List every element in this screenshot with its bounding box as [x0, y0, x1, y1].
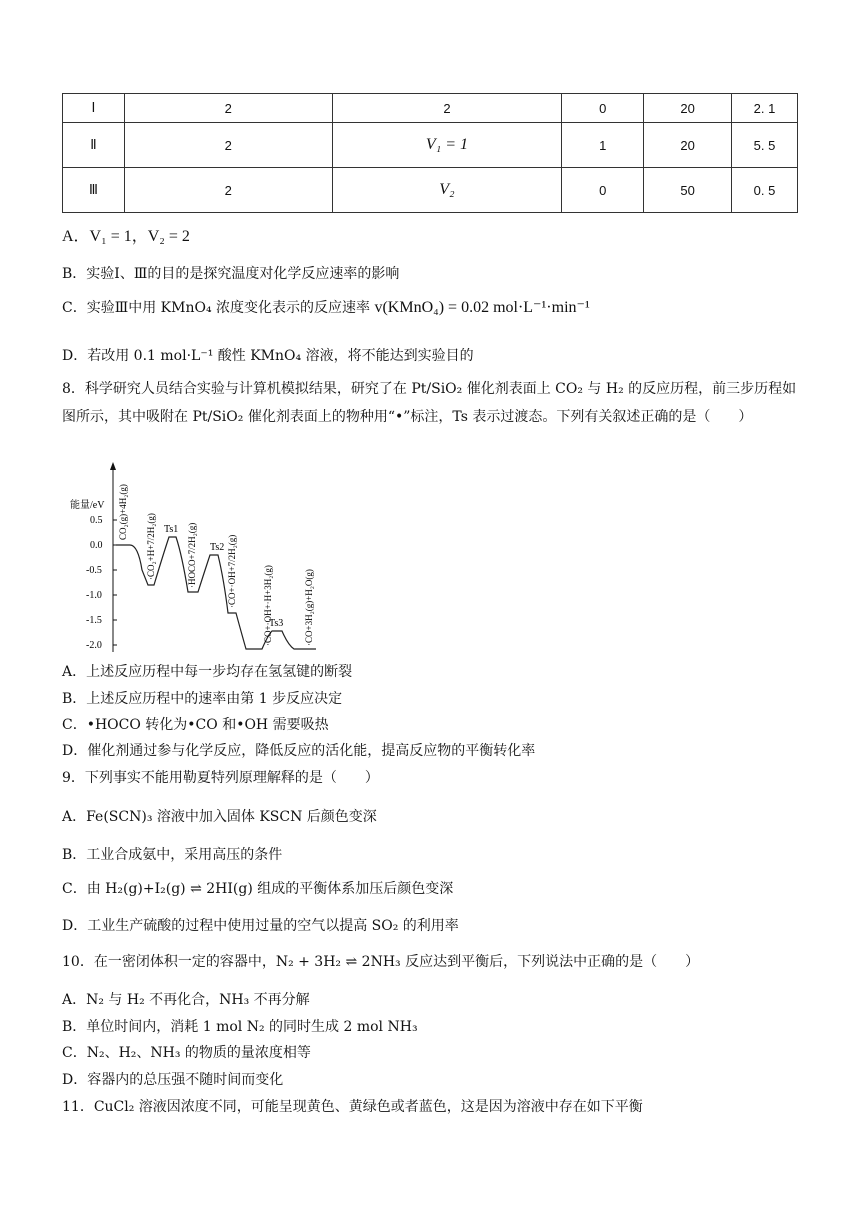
q7-option-d: D．若改用 0.1 mol·L⁻¹ 酸性 KMnO₄ 溶液，将不能达到实验目的	[62, 348, 474, 364]
q7-option-b: B．实验Ⅰ、Ⅲ的目的是探究温度对化学反应速率的影响	[62, 266, 400, 282]
q8-option-a: A．上述反应历程中每一步均存在氢氢键的断裂	[62, 664, 353, 680]
q7-option-c-text: C．实验Ⅲ中用 KMnO₄ 浓度变化表示的反应速率	[62, 300, 371, 316]
ts-label: Ts1	[164, 524, 179, 535]
y-ticks	[113, 520, 117, 645]
q9-option-b: B．工业合成氨中，采用高压的条件	[62, 847, 283, 863]
y-tick-label: -1.5	[86, 615, 102, 626]
species-label: ·CO+·OH+·H+3H₂(g)	[263, 565, 273, 646]
q9-option-a: A．Fe(SCN)₃ 溶液中加入固体 KSCN 后颜色变深	[62, 809, 377, 825]
table-cell: 2	[124, 123, 332, 168]
y-tick-label: -1.0	[86, 590, 102, 601]
experiment-table	[62, 93, 798, 213]
species-label: ·CO+3H₂(g)+H₂O(g)	[304, 569, 314, 646]
q8-option-c: C．•HOCO 转化为•CO 和•OH 需要吸热	[62, 717, 329, 733]
species-label: CO₂(g)+4H₂(g)	[118, 484, 128, 540]
ts-label: Ts3	[269, 618, 284, 629]
y-tick-label: -0.5	[86, 565, 102, 576]
table-cell: 0. 5	[732, 168, 798, 213]
table-cell: 2	[124, 168, 332, 213]
species-label: ·CO₂+H+7/2H₂(g)	[146, 513, 156, 580]
table-cell: V₁ = 1	[332, 123, 562, 168]
q10-option-c: C．N₂、H₂、NH₃ 的物质的量浓度相等	[62, 1045, 311, 1061]
species-label: ·CO+·OH+7/2H₂(g)	[227, 534, 237, 608]
y-tick-label: 0.5	[90, 515, 103, 526]
species-label: ·HOCO+7/2H₂(g)	[187, 522, 197, 588]
ts-label: Ts2	[210, 542, 225, 553]
q7-option-c-formula: v(KMnO₄) = 0.02 mol·L⁻¹·min⁻¹	[374, 299, 590, 316]
q7-option-a: A．V₁ = 1，V₂ = 2	[62, 228, 190, 245]
table-cell: 20	[644, 123, 732, 168]
y-axis-arrow	[110, 462, 116, 470]
q10-option-d: D．容器内的总压强不随时间而变化	[62, 1072, 284, 1088]
q8-stem: 8．科学研究人员结合实验与计算机模拟结果，研究了在 Pt/SiO₂ 催化剂表面上 CO₂ 与 H₂ 的反应历程，前三步历程如图所示，其中吸附在 Pt/SiO₂ 催化剂表面上的物种用“•”标注，Ts 表示过渡态。下列有关叙述正确的是（ ）	[62, 381, 797, 425]
q8-option-d: D．催化剂通过参与化学反应，降低反应的活化能，提高反应物的平衡转化率	[62, 743, 536, 759]
table-row	[63, 168, 798, 213]
table-cell: 0	[562, 94, 644, 123]
q9-stem: 9．下列事实不能用勒夏特列原理解释的是（ ）	[62, 770, 379, 786]
q11-stem: 11．CuCl₂ 溶液因浓度不同，可能呈现黄色、黄绿色或者蓝色，这是因为溶液中存在如下平衡	[62, 1099, 643, 1115]
q9-option-c: C．由 H₂(g)+I₂(g) ⇌ 2HI(g) 组成的平衡体系加压后颜色变深	[62, 881, 454, 897]
table-cell: 20	[644, 94, 732, 123]
energy-profile-diagram	[68, 460, 343, 660]
table-cell: 50	[644, 168, 732, 213]
table-cell: Ⅲ	[63, 168, 125, 213]
q7-option-c	[62, 298, 590, 318]
q10-stem: 10．在一密闭体积一定的容器中，N₂ + 3H₂ ⇌ 2NH₃ 反应达到平衡后，下列说法中正确的是（ ）	[62, 954, 700, 970]
q10-option-b: B．单位时间内，消耗 1 mol N₂ 的同时生成 2 mol NH₃	[62, 1019, 418, 1035]
q9-option-d: D．工业生产硫酸的过程中使用过量的空气以提高 SO₂ 的利用率	[62, 918, 459, 934]
table-cell: Ⅰ	[63, 94, 125, 123]
q10-option-a: A．N₂ 与 H₂ 不再化合，NH₃ 不再分解	[62, 992, 310, 1008]
q8-option-b: B．上述反应历程中的速率由第 1 步反应决定	[62, 691, 343, 707]
table-cell: 2	[332, 94, 562, 123]
table-cell: V₂	[332, 168, 562, 213]
table-row	[63, 123, 798, 168]
table-cell: 2. 1	[732, 94, 798, 123]
table-cell: 2	[124, 94, 332, 123]
table-row	[63, 94, 798, 123]
y-tick-label: -2.0	[86, 640, 102, 651]
y-axis-label: 能量/eV	[70, 500, 105, 511]
y-tick-label: 0.0	[90, 540, 103, 551]
table-cell: 0	[562, 168, 644, 213]
table-cell: 1	[562, 123, 644, 168]
table-cell: 5. 5	[732, 123, 798, 168]
table-cell: Ⅱ	[63, 123, 125, 168]
